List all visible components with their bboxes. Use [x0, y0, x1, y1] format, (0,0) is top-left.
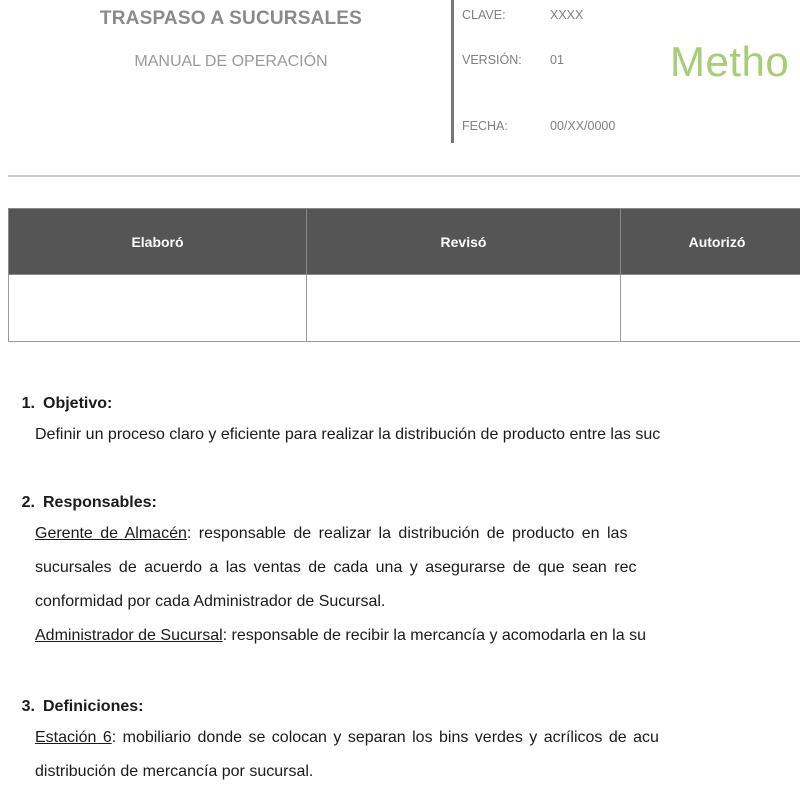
meta-label: VERSIÓN: — [462, 53, 522, 67]
paragraph-line: conformidad por cada Administrador de Sucursal. — [35, 593, 386, 610]
meta-value: 00/XX/0000 — [550, 119, 616, 133]
meta-label: CLAVE: — [462, 8, 506, 22]
section-title: Responsables: — [43, 494, 157, 511]
meta-value: XXXX — [550, 8, 584, 22]
meta-row-version — [462, 53, 564, 67]
role-term: Gerente de Almacén — [35, 525, 187, 542]
section-text — [0, 755, 800, 789]
paragraph-line: : mobiliario donde se colocan y separan los bins verdes y acrílicos de acu — [111, 729, 659, 746]
section-title: Objetivo: — [43, 395, 113, 412]
approval-table — [8, 208, 800, 342]
meta-label: FECHA: — [462, 119, 508, 133]
approval-header-row — [9, 209, 800, 275]
section-heading — [0, 491, 800, 515]
section-text — [0, 721, 800, 755]
section-text — [0, 418, 800, 452]
document-subtitle: MANUAL DE OPERACIÓN — [134, 53, 328, 70]
meta-value: 01 — [550, 53, 564, 67]
approval-signature-row — [9, 275, 800, 342]
definition-term: Estación 6 — [35, 729, 112, 746]
section-text — [0, 517, 800, 551]
paragraph-line: : responsable de realizar la distribución de producto en las — [186, 525, 628, 542]
approval-header-cell: Elaboró — [9, 209, 307, 275]
paragraph-line: Definir un proceso claro y eficiente para realizar la distribución de producto entre las suc — [35, 426, 661, 443]
paragraph-line: distribución de mercancía por sucursal. — [35, 763, 314, 780]
section-responsables — [0, 491, 800, 653]
role-term: Administrador de Sucursal — [35, 627, 223, 644]
header-rule — [8, 175, 800, 177]
meta-row-clave — [462, 8, 583, 22]
paragraph-line: sucursales de acuerdo a las ventas de cada una y asegurarse de que sean rec — [35, 559, 637, 576]
header-divider — [451, 0, 454, 143]
section-heading — [0, 392, 800, 416]
section-definiciones — [0, 695, 800, 789]
section-heading — [0, 695, 800, 719]
section-number: 1. — [21, 395, 35, 412]
paragraph-line: : responsable de recibir la mercancía y acomodarla en la su — [222, 627, 646, 644]
document-title: TRASPASO A SUCURSALES — [99, 8, 363, 29]
signature-cell — [9, 275, 307, 342]
section-title: Definiciones: — [43, 698, 144, 715]
approval-header-cell: Autorizó — [621, 209, 800, 275]
approval-header-cell: Revisó — [307, 209, 621, 275]
section-objetivo — [0, 392, 800, 452]
section-text — [0, 551, 800, 585]
section-number: 2. — [21, 494, 35, 511]
section-number: 3. — [21, 698, 35, 715]
signature-cell — [307, 275, 621, 342]
signature-cell — [621, 275, 800, 342]
meta-row-fecha — [462, 119, 615, 133]
company-logo: Metho — [670, 38, 790, 85]
section-text — [0, 619, 800, 653]
section-text — [0, 585, 800, 619]
